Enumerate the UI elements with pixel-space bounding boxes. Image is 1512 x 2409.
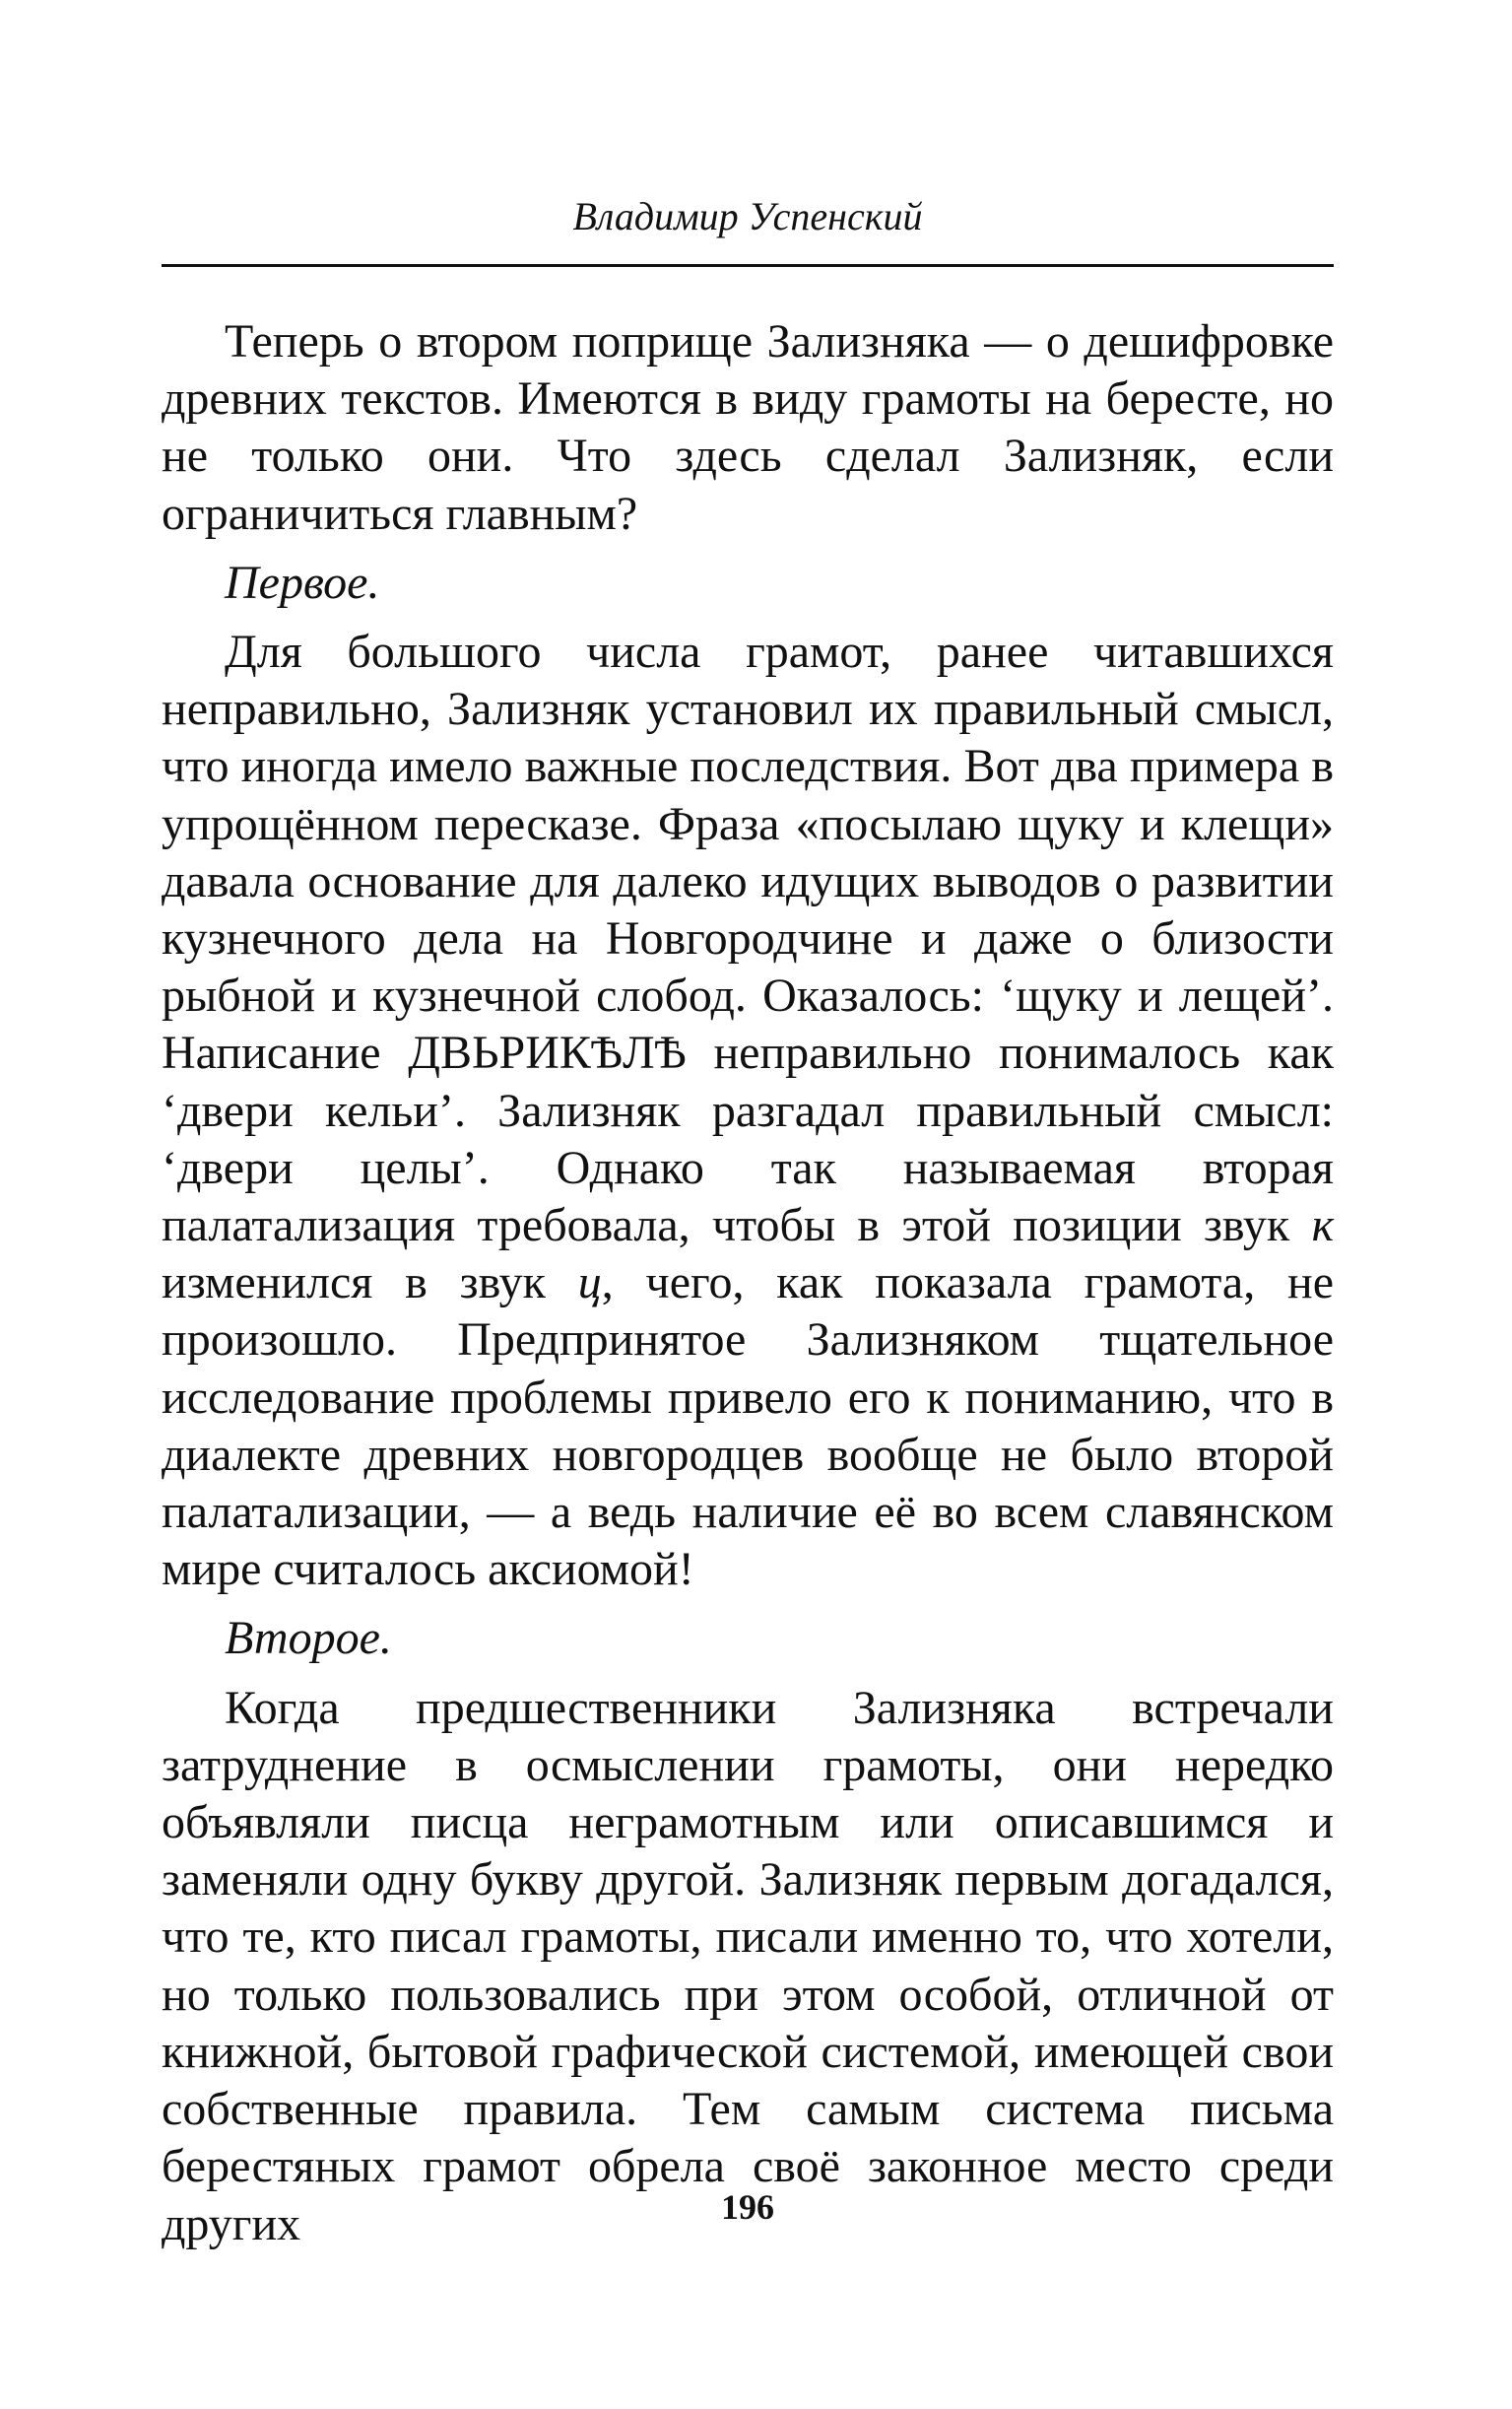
- section-heading-second: Второе.: [225, 1612, 392, 1665]
- paragraph: Когда предшественники Зализняка встречали затруднение в осмыслении грамоты, они нередко объявляли писца неграмотным или описавшимся и заменяли одну букву другой. Зализняк первым догадался, что те, кто писал грамоты, писали именно то, что хотели, но только пользовались при этом особой, отличной от книжной, бытовой графической системой, имеющей свои собственные правила. Тем самым система письма берестяных грамот обрела своё законное место среди других: [162, 1681, 1334, 2250]
- page-number: 196: [721, 2187, 774, 2227]
- paragraph: [162, 624, 1334, 1598]
- running-title: Владимир Успенский: [572, 194, 923, 238]
- letter-k: к: [1311, 1199, 1335, 1252]
- page-body: [162, 313, 1334, 2253]
- letter-ts: ц: [577, 1256, 602, 1309]
- paragraph-text: , чего, как показала грамота, не произошло. Предпринятое Зализняком тщательное исследование проблемы привело его к пониманию, что в диалекте древних новгородцев вообще не было второй палатализации, — а ведь наличие её во всем славянском мире считалось аксиомой!: [162, 1256, 1335, 1596]
- paragraph-text: изменился в звук: [162, 1256, 546, 1309]
- header-rule: [162, 264, 1334, 267]
- paragraph-text: Для большого числа грамот, ранее читавшихся неправильно, Зализняк установил их правильный смысл, что иногда имело важные последствия. Вот два примера в упрощённом пересказе. Фраза «посылаю щуку и клещи» давала основание для далеко идущих выводов о развитии кузнечного дела на Новгородчине и даже о близости рыбной и кузнечной слобод. Оказалось: ‘щуку и лещей’. Написание ДВЬРИКѢЛѢ неправильно понималось как ‘двери кельи’. Зализняк разгадал правильный смысл: ‘двери целы’. Однако так называемая вторая палатализация требовала, чтобы в этой позиции звук: [162, 626, 1334, 1252]
- section-heading-first: Первое.: [225, 556, 380, 609]
- paragraph: Теперь о втором поприще Зализняка — о дешифровке древних текстов. Имеются в виду грамоты на бересте, но не только они. Что здесь сделал Зализняк, если ограничиться главным?: [162, 315, 1334, 540]
